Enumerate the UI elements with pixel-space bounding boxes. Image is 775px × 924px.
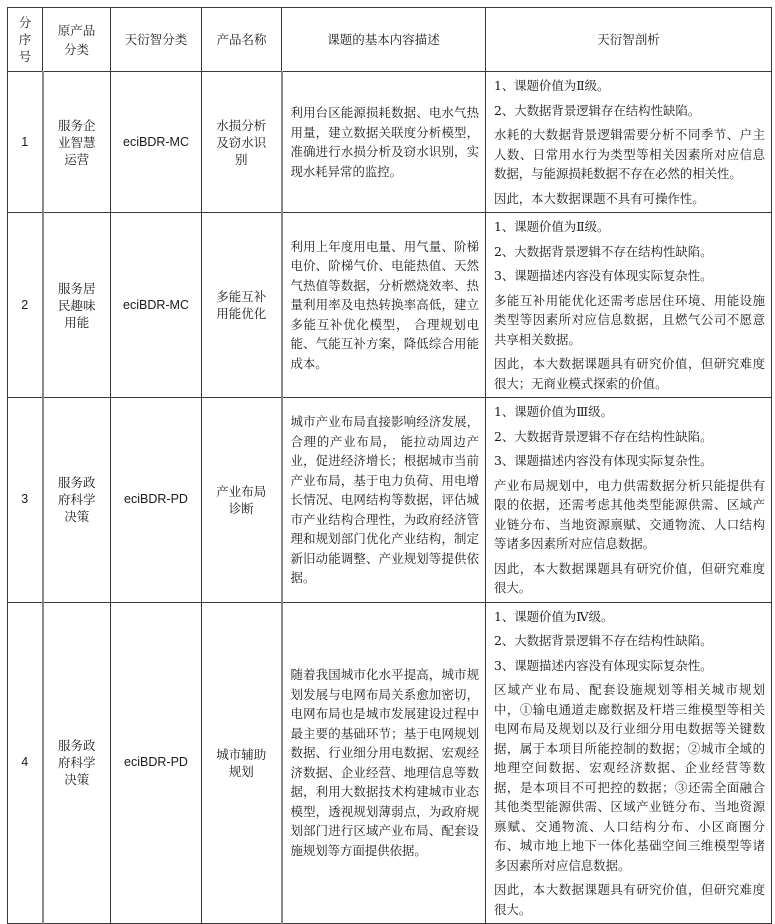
analysis-table <box>7 7 772 924</box>
analysis-conclusion: 因此，本大数据课题具有研究价值，但研究难度很大。 <box>494 882 765 917</box>
product-name-cell: 产业布局诊断 <box>202 398 282 603</box>
tyz-category-cell: eciBDR-PD <box>111 398 202 603</box>
table-row <box>8 398 772 603</box>
table-row <box>8 72 772 213</box>
analysis-point: 3、课题描述内容没有体现实际复杂性。 <box>494 268 713 283</box>
analysis-point: 2、大数据背景逻辑不存在结构性缺陷。 <box>494 633 713 648</box>
header-analysis: 天衍智剖析 <box>486 8 772 72</box>
header-orig-category: 原产品分类 <box>43 8 111 72</box>
header-description: 课题的基本内容描述 <box>282 8 486 72</box>
tyz-category-cell: eciBDR-MC <box>111 72 202 213</box>
product-name-cell: 水损分析及窃水识别 <box>202 72 282 213</box>
description-cell: 利用台区能源损耗数据、电水气热用量，建立数据关联度分析模型，准确进行水损分析及窃水识别，实现水耗异常的监控。 <box>282 72 486 213</box>
product-name-cell: 多能互补用能优化 <box>202 213 282 398</box>
analysis-conclusion: 因此，本大数据课题具有研究价值，但研究难度很大；无商业模式探索的价值。 <box>494 356 765 391</box>
analysis-point: 水耗的大数据背景逻辑需要分析不同季节、户主人数、日常用水行为类型等相关因素所对应信息数据，与能源损耗数据不存在必然的相关性。 <box>494 127 765 181</box>
analysis-point: 1、课题价值为Ⅲ级。 <box>494 404 613 419</box>
analysis-point: 1、课题价值为Ⅱ级。 <box>494 219 610 234</box>
analysis-point: 1、课题价值为Ⅳ级。 <box>494 608 614 624</box>
analysis-point: 多能互补用能优化还需考虑居住环境、用能设施类型等因素所对应信息数据，且燃气公司不愿意共享相关数据。 <box>494 292 765 347</box>
description-cell: 城市产业布局直接影响经济发展，合理的产业布局， 能拉动周边产业，促进经济增长；根据城市当前产业布局，基于电力负荷、用电增长情况、电网结构等数据，评估城市产业结构合理性，为政府经济管理和规划部门优化产业结构，制定新旧动能调整、产业规划等提供依据。 <box>282 398 486 603</box>
header-product-name: 产品名称 <box>202 8 282 72</box>
analysis-point: 产业布局规划中，电力供需数据分析只能提供有限的依据，还需考虑其他类型能源供需、区域产业链分布、当地资源禀赋、交通物流、人口结构等诸多因素所对应信息数据。 <box>494 477 765 551</box>
table-row <box>8 602 772 924</box>
header-seq: 分序号 <box>8 8 43 72</box>
analysis-cell <box>486 398 772 603</box>
orig-category-cell: 服务居民趣味用能 <box>43 213 111 398</box>
orig-category-cell: 服务企业智慧运营 <box>43 72 111 213</box>
tyz-category-cell: eciBDR-MC <box>111 213 202 398</box>
analysis-point: 3、课题描述内容没有体现实际复杂性。 <box>494 453 713 468</box>
seq-cell: 2 <box>8 213 43 398</box>
header-row <box>8 8 772 72</box>
tyz-category-cell: eciBDR-PD <box>111 602 202 924</box>
orig-category-cell: 服务政府科学决策 <box>43 602 111 924</box>
analysis-conclusion: 因此，本大数据课题不具有可操作性。 <box>494 190 705 206</box>
analysis-point: 1、课题价值为Ⅱ级。 <box>494 78 610 93</box>
analysis-point: 2、大数据背景逻辑不存在结构性缺陷。 <box>494 243 713 259</box>
analysis-point: 3、课题描述内容没有体现实际复杂性。 <box>494 657 713 673</box>
seq-cell: 3 <box>8 398 43 603</box>
analysis-conclusion: 因此，本大数据课题具有研究价值，但研究难度很大。 <box>494 560 765 595</box>
analysis-point: 2、大数据背景逻辑不存在结构性缺陷。 <box>494 428 713 444</box>
seq-cell: 1 <box>8 72 43 213</box>
analysis-cell <box>486 72 772 213</box>
orig-category-cell: 服务政府科学决策 <box>43 398 111 603</box>
analysis-point: 2、大数据背景逻辑存在结构性缺陷。 <box>494 102 701 118</box>
description-cell: 随着我国城市化水平提高，城市规划发展与电网布局关系愈加密切，电网布局也是城市发展建设过程中最主要的基础环节；基于电网规划数据、行业细分用电数据、宏观经济数据、企业经营、地理信息等数据，利用大数据技术构建城市业态模型，透视规划薄弱点，为政府规划部门进行区域产业布局、配套设施规划等方面提供依据。 <box>282 602 486 924</box>
description-cell: 利用上年度用电量、用气量、阶梯电价、阶梯气价、电能热值、天然气热值等数据，分析燃烧效率、热量利用率及电热转换率高低，建立多能互补优化模型， 合理规划电能、气能互补方案，降低综合用能成本。 <box>282 213 486 398</box>
product-name-cell: 城市辅助规划 <box>202 602 282 924</box>
table-row <box>8 213 772 398</box>
header-tyz-category: 天衍智分类 <box>111 8 202 72</box>
seq-cell: 4 <box>8 602 43 924</box>
analysis-cell <box>486 602 772 924</box>
analysis-point: 区域产业布局、配套设施规划等相关城市规划中，①输电通道走廊数据及杆塔三维模型等相关电网布局及规划以及行业细分用电数据等关键数据，属于本项目所能控制的数据；②城市全域的地理空间数据、宏观经济数据、企业经营等数据，是本项目不可把控的数据；③还需全面融合其他类型能源供需、区域产业链分布、当地资源禀赋、交通物流、人口结构分布、小区商圈分布、城市地上地下一体化基础空间三维模型等诸多因素所对应信息数据。 <box>494 682 765 873</box>
analysis-cell <box>486 213 772 398</box>
